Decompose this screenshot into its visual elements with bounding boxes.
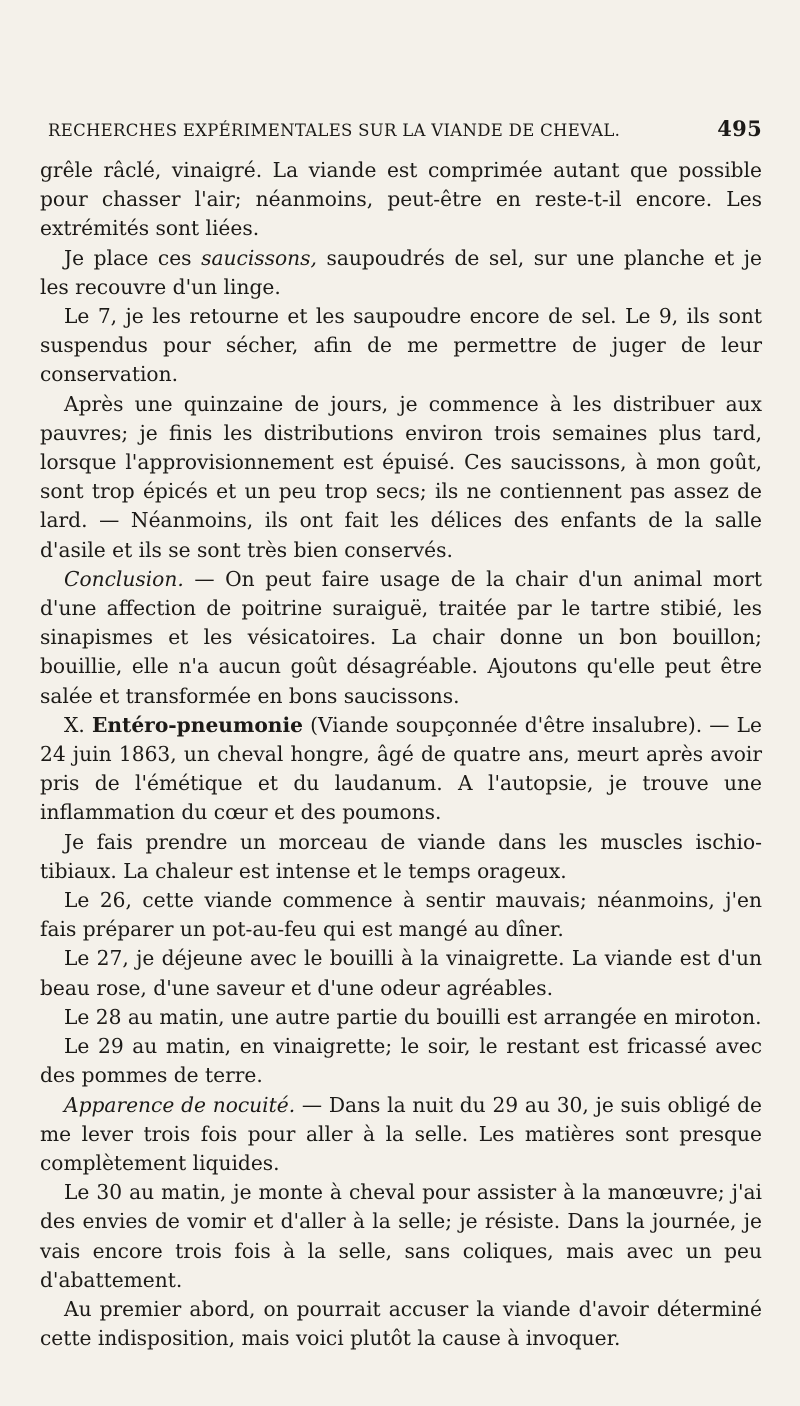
- paragraph-text: Le 28 au matin, une autre partie du bouilli est arrangée en miroton.: [64, 1004, 762, 1029]
- paragraph-text: Le 29 au matin, en vinaigrette; le soir, le restant est fricassé avec des pommes de terre.: [40, 1034, 762, 1088]
- running-header: [40, 116, 762, 150]
- paragraph: [40, 944, 762, 1002]
- paragraph: [40, 886, 762, 944]
- italic-heading: Apparence de nocuité.: [64, 1092, 296, 1117]
- paragraph: [40, 1295, 762, 1353]
- paragraph-text: Le 30 au matin, je monte à cheval pour assister à la manœuvre; j'ai des envies de vomir et d'aller à la selle; je résiste. Dans la journée, je vais encore trois fois à la selle, sans coliques, mais avec un peu d'abattement.: [40, 1180, 762, 1292]
- case-title: Entéro-pneumonie: [91, 712, 303, 737]
- paragraph-continuation: [40, 156, 762, 244]
- paragraph: [40, 390, 762, 565]
- paragraph-case-heading: [40, 711, 762, 828]
- paragraph-conclusion: [40, 565, 762, 711]
- paragraph: [40, 1178, 762, 1295]
- case-number: X.: [64, 712, 92, 737]
- paragraph-text: Le 26, cette viande commence à sentir mauvais; néanmoins, j'en fais préparer un pot-au-feu qui est mangé au dîner.: [40, 888, 762, 942]
- paragraph-text: grêle râclé, vinaigré. La viande est comprimée autant que possible pour chasser l'air; néanmoins, peut-être en reste-t-il encore. Les extrémités sont liées.: [40, 158, 762, 241]
- paragraph-text: Après une quinzaine de jours, je commence à les distribuer aux pauvres; je finis les distributions environ trois semaines plus tard, lorsque l'approvisionnement est épuisé. Ces saucissons, à mon goût, sont trop épicés et un peu trop secs; ils ne contiennent pas assez de lard. — Néanmoins, ils ont fait les délices des enfants de la salle d'asile et ils se sont très bien conservés.: [40, 391, 762, 562]
- body-text: [40, 156, 762, 1353]
- paragraph-text: saupoudrés de sel, sur une planche et je les recouvre d'un linge.: [40, 245, 762, 299]
- page-number: 495: [717, 116, 762, 141]
- italic-heading: Conclusion.: [64, 566, 184, 591]
- italic-term: saucissons,: [201, 245, 317, 270]
- paragraph-nocuity: [40, 1091, 762, 1179]
- paragraph-text: — On peut faire usage de la chair d'un animal mort d'une affection de poitrine suraiguë, traitée par le tartre stibié, les sinapismes et les vésicatoires. La chair donne un bon bouillon; bouillie, elle n'a aucun goût désagréable. Ajoutons qu'elle peut être salée et transformée en bons saucissons.: [40, 566, 762, 708]
- paragraph: [40, 828, 762, 886]
- paragraph-text: Je fais prendre un morceau de viande dans les muscles ischio-tibiaux. La chaleur est intense et le temps orageux.: [40, 829, 762, 883]
- paragraph-text: — Dans la nuit du 29 au 30, je suis obligé de me lever trois fois pour aller à la selle. Les matières sont presque complètement liquides.: [40, 1092, 762, 1175]
- paragraph-text: Le 7, je les retourne et les saupoudre encore de sel. Le 9, ils sont suspendus pour sécher, afin de me permettre de juger de leur conservation.: [40, 304, 762, 387]
- paragraph-text: Au premier abord, on pourrait accuser la viande d'avoir déterminé cette indisposition, mais voici plutôt la cause à invoquer.: [40, 1296, 762, 1351]
- paragraph-text: Je place ces: [64, 245, 202, 270]
- running-title: RECHERCHES EXPÉRIMENTALES SUR LA VIANDE DE CHEVAL.: [48, 121, 621, 140]
- paragraph: [40, 1003, 762, 1032]
- paragraph: [40, 1032, 762, 1090]
- paragraph-text: Le 27, je déjeune avec le bouilli à la vinaigrette. La viande est d'un beau rose, d'une saveur et d'une odeur agréables.: [40, 946, 762, 1000]
- paragraph-text: (Viande soupçonnée d'être insalubre). — Le 24 juin 1863, un cheval hongre, âgé de quatre ans, meurt après avoir pris de l'émétique et du laudanum. A l'autopsie, je trouve une inflammation du cœur et des poumons.: [40, 712, 762, 825]
- paragraph: [40, 244, 762, 302]
- paragraph: [40, 302, 762, 390]
